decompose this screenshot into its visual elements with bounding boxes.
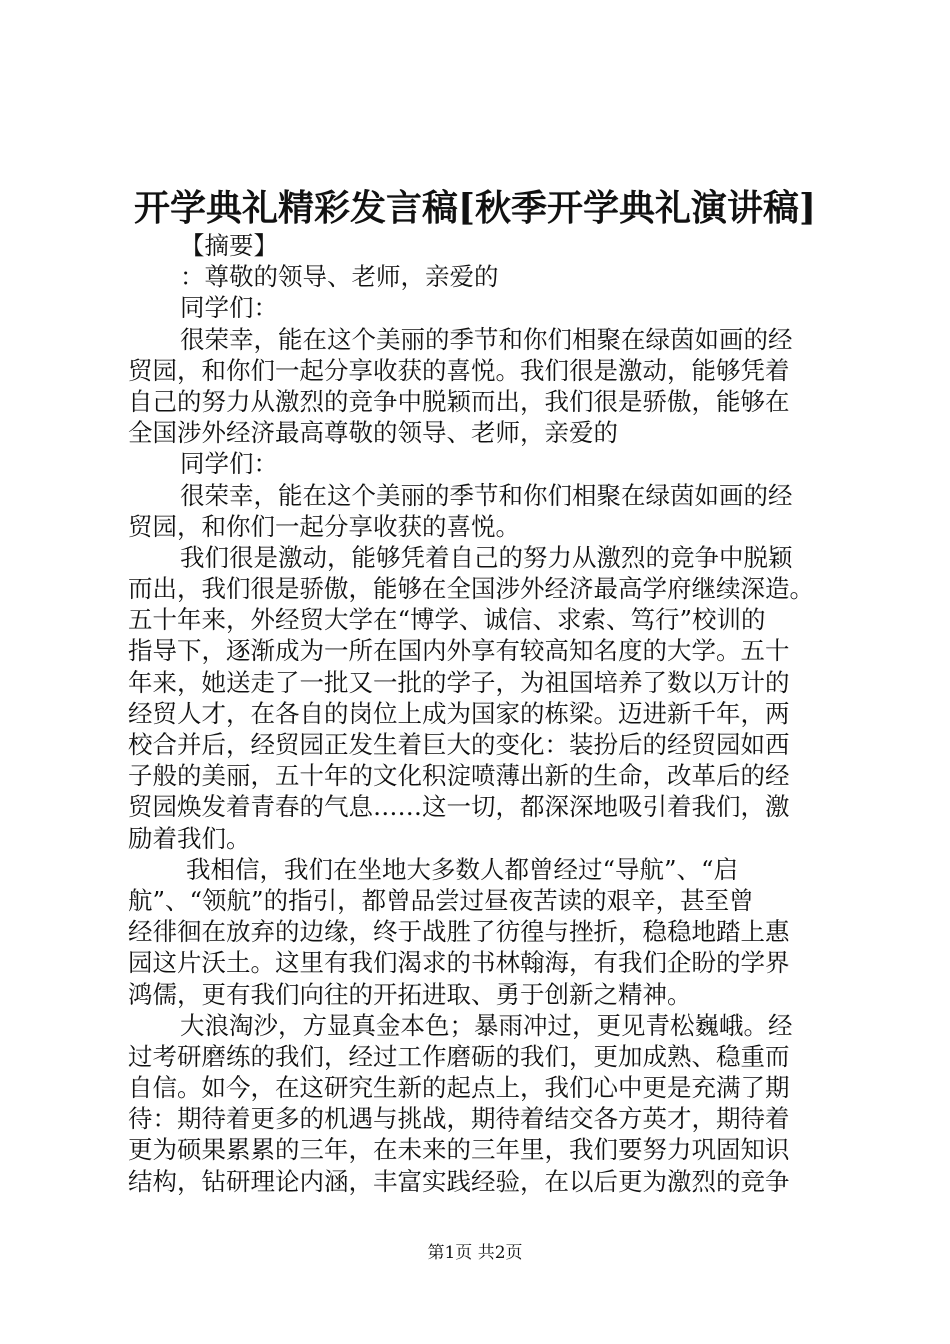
page-footer: 第1页 共2页	[427, 1243, 523, 1263]
text-line: ：尊敬的领导、老师，亲爱的	[180, 262, 499, 292]
text-line: 校合并后，经贸园正发生着巨大的变化：装扮后的经贸园如西	[128, 730, 790, 759]
text-line: 自信。如今，在这研究生新的起点上，我们心中更是充满了期	[128, 1073, 790, 1103]
text-line: 经徘徊在放弃的边缘，终于战胜了彷徨与挫折，稳稳地踏上惠	[128, 917, 790, 947]
text-line: 很荣幸，能在这个美丽的季节和你们相聚在绿茵如画的经	[180, 480, 793, 510]
text-line: 贸园焕发着青春的气息……这一切，都深深地吸引着我们，激	[128, 792, 790, 822]
text-line: 同学们：	[180, 293, 278, 323]
text-line: 贸园，和你们一起分享收获的喜悦。我们很是激动，能够凭着	[128, 355, 790, 385]
text-line: 很荣幸，能在这个美丽的季节和你们相聚在绿茵如画的经	[180, 324, 793, 354]
document-body	[128, 230, 838, 1197]
text-line: 励着我们。	[128, 823, 251, 853]
text-line: 贸园，和你们一起分享收获的喜悦。	[128, 511, 520, 541]
text-line: 年来，她送走了一批又一批的学子，为祖国培养了数以万计的	[128, 667, 790, 697]
text-line: 同学们：	[180, 449, 278, 479]
text-line: 我们很是激动，能够凭着自己的努力从激烈的竞争中脱颖	[180, 542, 793, 572]
text-line: 结构，钻研理论内涵，丰富实践经验，在以后更为激烈的竞争	[128, 1166, 790, 1196]
text-line: 大浪淘沙，方显真金本色；暴雨冲过，更见青松巍峨。经	[180, 1010, 793, 1040]
text-line: 指导下，逐渐成为一所在国内外享有较高知名度的大学。五十	[128, 636, 790, 666]
text-line: 更为硕果累累的三年，在未来的三年里，我们要努力巩固知识	[128, 1135, 790, 1165]
text-line: 待：期待着更多的机遇与挑战，期待着结交各方英才，期待着	[128, 1104, 790, 1134]
text-line: 而出，我们很是骄傲，能够在全国涉外经济最高学府继续深造。	[128, 574, 814, 604]
text-line: 五十年来，外经贸大学在“博学、诚信、求索、笃行”校训的	[128, 605, 766, 635]
text-line: 过考研磨练的我们，经过工作磨砺的我们，更加成熟、稳重而	[128, 1041, 790, 1071]
text-line: 全国涉外经济最高尊敬的领导、老师，亲爱的	[128, 418, 618, 448]
text-line: 【摘要】	[180, 231, 278, 260]
text-line: 经贸人才，在各自的岗位上成为国家的栋梁。迈进新千年，两	[128, 698, 790, 728]
text-line: 航”、“领航”的指引，都曾品尝过昼夜苦读的艰辛，甚至曾	[128, 885, 754, 915]
text-line: 我相信，我们在坐地大多数人都曾经过“导航”、“启	[186, 854, 739, 884]
text-line: 鸿儒，更有我们向往的开拓进取、勇于创新之精神。	[128, 979, 692, 1009]
document-title: 开学典礼精彩发言稿[秋季开学典礼演讲稿]	[133, 187, 817, 229]
text-line: 子般的美丽，五十年的文化积淀喷薄出新的生命，改革后的经	[128, 761, 790, 791]
text-line: 园这片沃土。这里有我们渴求的书林翰海，有我们企盼的学界	[128, 948, 790, 978]
text-line: 自己的努力从激烈的竞争中脱颖而出，我们很是骄傲，能够在	[128, 386, 790, 416]
